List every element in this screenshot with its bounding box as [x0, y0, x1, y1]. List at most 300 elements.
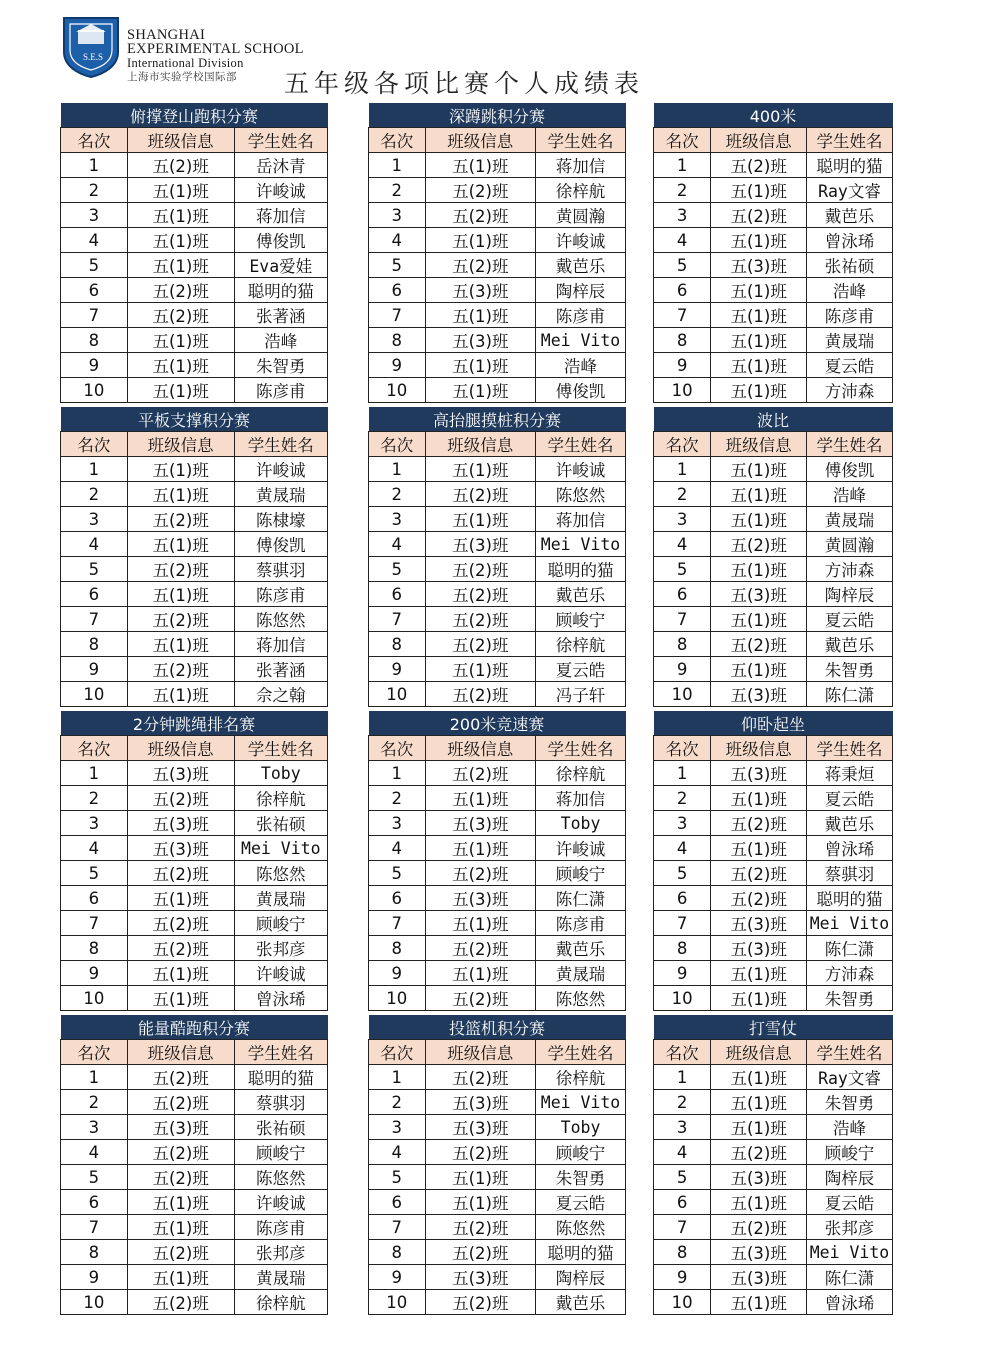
- rank-cell: 1: [654, 761, 711, 786]
- rank-cell: 9: [369, 657, 426, 682]
- student-name-cell: 戴芭乐: [536, 253, 626, 278]
- column-header-class: 班级信息: [425, 736, 536, 761]
- class-cell: 五(1)班: [127, 482, 234, 507]
- table-row: [369, 786, 626, 811]
- student-name-cell: 傅俊凯: [234, 228, 327, 253]
- table-row: [654, 532, 893, 557]
- student-name-cell: 许峻诚: [234, 961, 327, 986]
- rank-cell: 6: [61, 886, 128, 911]
- table-row: [369, 607, 626, 632]
- class-cell: 五(1)班: [425, 786, 536, 811]
- student-name-cell: 朱智勇: [234, 353, 327, 378]
- column-header-name: 学生姓名: [536, 1040, 626, 1065]
- student-name-cell: 冯子轩: [536, 682, 626, 707]
- table-row: [654, 811, 893, 836]
- rank-cell: 10: [369, 1290, 426, 1315]
- student-name-cell: 戴芭乐: [806, 632, 892, 657]
- rank-cell: 9: [61, 1265, 128, 1290]
- table-row: [369, 761, 626, 786]
- student-name-cell: 戴芭乐: [806, 811, 892, 836]
- class-cell: 五(1)班: [711, 178, 807, 203]
- column-header-name: 学生姓名: [806, 736, 892, 761]
- rank-cell: 10: [61, 1290, 128, 1315]
- student-name-cell: 陈仁潇: [806, 936, 892, 961]
- table-row: [61, 457, 328, 482]
- class-cell: 五(3)班: [425, 328, 536, 353]
- results-table: [60, 1015, 328, 1315]
- class-cell: 五(1)班: [127, 1215, 234, 1240]
- class-cell: 五(3)班: [127, 836, 234, 861]
- rank-cell: 10: [654, 682, 711, 707]
- class-cell: 五(1)班: [127, 1265, 234, 1290]
- rank-cell: 3: [61, 203, 128, 228]
- student-name-cell: 许峻诚: [234, 1190, 327, 1215]
- rank-cell: 5: [61, 1165, 128, 1190]
- rank-cell: 8: [654, 632, 711, 657]
- column-header-name: 学生姓名: [234, 432, 327, 457]
- rank-cell: 8: [61, 1240, 128, 1265]
- class-cell: 五(2)班: [425, 1215, 536, 1240]
- table-row: [61, 607, 328, 632]
- rank-cell: 8: [654, 936, 711, 961]
- rank-cell: 6: [369, 1190, 426, 1215]
- class-cell: 五(3)班: [425, 811, 536, 836]
- student-name-cell: Mei Vito: [806, 1240, 892, 1265]
- student-name-cell: 夏云皓: [536, 657, 626, 682]
- student-name-cell: 徐梓航: [536, 761, 626, 786]
- class-cell: 五(2)班: [425, 682, 536, 707]
- table-row: [61, 353, 328, 378]
- class-cell: 五(2)班: [127, 1240, 234, 1265]
- rank-cell: 4: [61, 836, 128, 861]
- class-cell: 五(1)班: [711, 457, 807, 482]
- table-row: [61, 1140, 328, 1165]
- table-row: [369, 961, 626, 986]
- logo-text: S.E.S: [83, 52, 104, 62]
- student-name-cell: Mei Vito: [536, 328, 626, 353]
- school-name: [127, 28, 304, 84]
- table-header-row: [369, 736, 626, 761]
- student-name-cell: 许峻诚: [234, 457, 327, 482]
- class-cell: 五(3)班: [711, 761, 807, 786]
- student-name-cell: 夏云皓: [536, 1190, 626, 1215]
- table-title: 400米: [654, 103, 893, 128]
- table-row: [654, 278, 893, 303]
- student-name-cell: 浩峰: [806, 1115, 892, 1140]
- table-row: [61, 632, 328, 657]
- class-cell: 五(3)班: [425, 1115, 536, 1140]
- student-name-cell: 方沛森: [806, 557, 892, 582]
- class-cell: 五(2)班: [711, 532, 807, 557]
- student-name-cell: Ray文睿: [806, 1065, 892, 1090]
- class-cell: 五(1)班: [127, 353, 234, 378]
- rank-cell: 4: [61, 532, 128, 557]
- table-row: [654, 353, 893, 378]
- student-name-cell: 张著涵: [234, 657, 327, 682]
- class-cell: 五(2)班: [711, 203, 807, 228]
- class-cell: 五(3)班: [425, 1090, 536, 1115]
- student-name-cell: 陈悠然: [234, 1165, 327, 1190]
- student-name-cell: 张邦彦: [234, 936, 327, 961]
- table-row: [61, 532, 328, 557]
- rank-cell: 3: [369, 811, 426, 836]
- table-row: [61, 507, 328, 532]
- table-row: [654, 1190, 893, 1215]
- class-cell: 五(3)班: [425, 886, 536, 911]
- table-row: [369, 1140, 626, 1165]
- rank-cell: 7: [61, 911, 128, 936]
- student-name-cell: 徐梓航: [536, 1065, 626, 1090]
- rank-cell: 4: [654, 228, 711, 253]
- rank-cell: 9: [654, 1265, 711, 1290]
- student-name-cell: 徐梓航: [234, 1290, 327, 1315]
- class-cell: 五(3)班: [425, 278, 536, 303]
- student-name-cell: Toby: [234, 761, 327, 786]
- table-row: [61, 836, 328, 861]
- class-cell: 五(1)班: [711, 303, 807, 328]
- student-name-cell: 陈彦甫: [234, 582, 327, 607]
- table-row: [654, 378, 893, 403]
- table-row: [654, 961, 893, 986]
- table-row: [61, 811, 328, 836]
- table-header-row: [654, 736, 893, 761]
- table-row: [654, 836, 893, 861]
- rank-cell: 1: [369, 1065, 426, 1090]
- table-header-row: [369, 1040, 626, 1065]
- student-name-cell: 徐梓航: [536, 178, 626, 203]
- table-row: [61, 1115, 328, 1140]
- class-cell: 五(1)班: [127, 961, 234, 986]
- rank-cell: 5: [369, 1165, 426, 1190]
- table-row: [369, 936, 626, 961]
- student-name-cell: 聪明的猫: [536, 1240, 626, 1265]
- rank-cell: 7: [369, 1215, 426, 1240]
- table-title: 深蹲跳积分赛: [369, 103, 626, 128]
- rank-cell: 7: [61, 303, 128, 328]
- rank-cell: 6: [61, 278, 128, 303]
- class-cell: 五(1)班: [127, 1190, 234, 1215]
- results-table: [60, 711, 328, 1011]
- table-header-row: [369, 128, 626, 153]
- student-name-cell: 浩峰: [536, 353, 626, 378]
- student-name-cell: 黄晟瑞: [234, 1265, 327, 1290]
- table-row: [654, 507, 893, 532]
- class-cell: 五(1)班: [711, 1065, 807, 1090]
- student-name-cell: 聪明的猫: [536, 557, 626, 582]
- class-cell: 五(2)班: [425, 1290, 536, 1315]
- table-row: [654, 1165, 893, 1190]
- class-cell: 五(2)班: [127, 1140, 234, 1165]
- class-cell: 五(2)班: [127, 657, 234, 682]
- rank-cell: 9: [654, 657, 711, 682]
- student-name-cell: 蒋加信: [234, 203, 327, 228]
- class-cell: 五(2)班: [127, 507, 234, 532]
- table-row: [654, 936, 893, 961]
- student-name-cell: 蒋秉烜: [806, 761, 892, 786]
- class-cell: 五(1)班: [711, 482, 807, 507]
- rank-cell: 9: [369, 961, 426, 986]
- table-row: [369, 353, 626, 378]
- table-row: [369, 457, 626, 482]
- table-row: [369, 1065, 626, 1090]
- rank-cell: 1: [369, 153, 426, 178]
- rank-cell: 3: [61, 507, 128, 532]
- student-name-cell: 许峻诚: [536, 836, 626, 861]
- table-row: [654, 786, 893, 811]
- results-table: [653, 407, 893, 707]
- rank-cell: 1: [369, 761, 426, 786]
- rank-cell: 7: [654, 1215, 711, 1240]
- class-cell: 五(2)班: [425, 482, 536, 507]
- table-row: [61, 303, 328, 328]
- rank-cell: 10: [61, 378, 128, 403]
- class-cell: 五(3)班: [711, 582, 807, 607]
- table-row: [654, 861, 893, 886]
- class-cell: 五(1)班: [711, 1115, 807, 1140]
- student-name-cell: 朱智勇: [806, 1090, 892, 1115]
- rank-cell: 2: [61, 482, 128, 507]
- class-cell: 五(2)班: [711, 811, 807, 836]
- class-cell: 五(2)班: [711, 1140, 807, 1165]
- rank-cell: 8: [61, 936, 128, 961]
- student-name-cell: 夏云皓: [806, 1190, 892, 1215]
- student-name-cell: 顾峻宁: [536, 1140, 626, 1165]
- table-row: [61, 1190, 328, 1215]
- rank-cell: 4: [61, 228, 128, 253]
- table-row: [61, 1290, 328, 1315]
- rank-cell: 8: [369, 328, 426, 353]
- column-header-name: 学生姓名: [806, 1040, 892, 1065]
- student-name-cell: 陈彦甫: [536, 303, 626, 328]
- class-cell: 五(3)班: [127, 811, 234, 836]
- student-name-cell: 夏云皓: [806, 786, 892, 811]
- class-cell: 五(2)班: [425, 1240, 536, 1265]
- student-name-cell: 黄圆瀚: [536, 203, 626, 228]
- class-cell: 五(1)班: [425, 1165, 536, 1190]
- rank-cell: 5: [654, 557, 711, 582]
- class-cell: 五(1)班: [711, 986, 807, 1011]
- class-cell: 五(3)班: [425, 1265, 536, 1290]
- class-cell: 五(2)班: [711, 153, 807, 178]
- rank-cell: 3: [654, 507, 711, 532]
- rank-cell: 8: [369, 632, 426, 657]
- table-header-row: [61, 736, 328, 761]
- table-row: [61, 278, 328, 303]
- results-table: [368, 1015, 626, 1315]
- table-row: [654, 582, 893, 607]
- class-cell: 五(1)班: [425, 657, 536, 682]
- rank-cell: 2: [369, 482, 426, 507]
- table-row: [61, 378, 328, 403]
- student-name-cell: 陈悠然: [536, 1215, 626, 1240]
- table-row: [654, 253, 893, 278]
- table-title: 2分钟跳绳排名赛: [61, 711, 328, 736]
- student-name-cell: 张邦彦: [806, 1215, 892, 1240]
- rank-cell: 10: [654, 986, 711, 1011]
- class-cell: 五(2)班: [425, 761, 536, 786]
- class-cell: 五(1)班: [425, 961, 536, 986]
- class-cell: 五(2)班: [425, 178, 536, 203]
- class-cell: 五(2)班: [425, 632, 536, 657]
- table-row: [369, 1090, 626, 1115]
- student-name-cell: 张祐硕: [234, 811, 327, 836]
- column-header-rank: 名次: [61, 128, 128, 153]
- rank-cell: 4: [654, 532, 711, 557]
- class-cell: 五(1)班: [425, 153, 536, 178]
- rank-cell: 8: [654, 328, 711, 353]
- table-row: [369, 682, 626, 707]
- rank-cell: 3: [654, 203, 711, 228]
- table-row: [61, 1165, 328, 1190]
- class-cell: 五(2)班: [127, 278, 234, 303]
- class-cell: 五(2)班: [127, 607, 234, 632]
- table-header-row: [369, 432, 626, 457]
- table-row: [61, 178, 328, 203]
- rank-cell: 6: [369, 278, 426, 303]
- student-name-cell: 浩峰: [806, 482, 892, 507]
- table-row: [369, 228, 626, 253]
- table-row: [654, 1215, 893, 1240]
- rank-cell: 3: [654, 811, 711, 836]
- page-header: [0, 0, 982, 100]
- class-cell: 五(2)班: [425, 1065, 536, 1090]
- student-name-cell: 聪明的猫: [234, 1065, 327, 1090]
- class-cell: 五(1)班: [127, 986, 234, 1011]
- table-row: [654, 178, 893, 203]
- table-row: [369, 1240, 626, 1265]
- rank-cell: 9: [654, 961, 711, 986]
- table-row: [369, 178, 626, 203]
- table-row: [369, 303, 626, 328]
- rank-cell: 10: [654, 1290, 711, 1315]
- rank-cell: 2: [654, 178, 711, 203]
- column-header-class: 班级信息: [711, 1040, 807, 1065]
- rank-cell: 2: [61, 1090, 128, 1115]
- rank-cell: 9: [654, 353, 711, 378]
- class-cell: 五(2)班: [127, 557, 234, 582]
- table-header-row: [61, 128, 328, 153]
- student-name-cell: 张祐硕: [234, 1115, 327, 1140]
- rank-cell: 10: [369, 986, 426, 1011]
- table-row: [654, 1265, 893, 1290]
- table-row: [61, 961, 328, 986]
- student-name-cell: 聪明的猫: [806, 153, 892, 178]
- class-cell: 五(2)班: [425, 253, 536, 278]
- class-cell: 五(2)班: [127, 1165, 234, 1190]
- class-cell: 五(1)班: [425, 378, 536, 403]
- table-title: 高抬腿摸桩积分赛: [369, 407, 626, 432]
- column-header-name: 学生姓名: [234, 736, 327, 761]
- rank-cell: 1: [654, 153, 711, 178]
- column-header-class: 班级信息: [127, 432, 234, 457]
- table-row: [61, 557, 328, 582]
- student-name-cell: 夏云皓: [806, 353, 892, 378]
- class-cell: 五(1)班: [425, 457, 536, 482]
- rank-cell: 9: [369, 353, 426, 378]
- rank-cell: 3: [369, 1115, 426, 1140]
- class-cell: 五(2)班: [425, 582, 536, 607]
- student-name-cell: 陈彦甫: [536, 911, 626, 936]
- table-row: [61, 986, 328, 1011]
- column-header-class: 班级信息: [711, 128, 807, 153]
- class-cell: 五(2)班: [127, 786, 234, 811]
- column-header-rank: 名次: [654, 128, 711, 153]
- rank-cell: 9: [369, 1265, 426, 1290]
- rank-cell: 10: [654, 378, 711, 403]
- table-row: [654, 153, 893, 178]
- column-header-name: 学生姓名: [234, 128, 327, 153]
- class-cell: 五(2)班: [425, 203, 536, 228]
- table-row: [654, 1115, 893, 1140]
- rank-cell: 5: [61, 253, 128, 278]
- rank-cell: 7: [654, 303, 711, 328]
- table-title: 仰卧起坐: [654, 711, 893, 736]
- rank-cell: 4: [369, 836, 426, 861]
- class-cell: 五(1)班: [127, 203, 234, 228]
- rank-cell: 5: [654, 1165, 711, 1190]
- student-name-cell: 岳沐青: [234, 153, 327, 178]
- class-cell: 五(1)班: [425, 1190, 536, 1215]
- class-cell: 五(3)班: [127, 1115, 234, 1140]
- school-logo-icon: [62, 14, 120, 78]
- rank-cell: 10: [369, 378, 426, 403]
- student-name-cell: 陈仁潇: [536, 886, 626, 911]
- rank-cell: 10: [61, 986, 128, 1011]
- table-row: [654, 203, 893, 228]
- column-header-name: 学生姓名: [536, 736, 626, 761]
- table-row: [654, 1090, 893, 1115]
- column-header-name: 学生姓名: [536, 432, 626, 457]
- table-row: [369, 253, 626, 278]
- table-row: [654, 557, 893, 582]
- student-name-cell: 徐梓航: [234, 786, 327, 811]
- student-name-cell: 陈悠然: [536, 482, 626, 507]
- student-name-cell: Eva爱娃: [234, 253, 327, 278]
- table-row: [369, 507, 626, 532]
- table-row: [61, 1215, 328, 1240]
- class-cell: 五(1)班: [711, 328, 807, 353]
- table-row: [654, 303, 893, 328]
- rank-cell: 1: [61, 457, 128, 482]
- student-name-cell: 顾峻宁: [806, 1140, 892, 1165]
- table-row: [369, 1290, 626, 1315]
- class-cell: 五(2)班: [425, 607, 536, 632]
- rank-cell: 10: [369, 682, 426, 707]
- class-cell: 五(1)班: [127, 457, 234, 482]
- table-row: [61, 657, 328, 682]
- rank-cell: 6: [369, 582, 426, 607]
- rank-cell: 7: [61, 1215, 128, 1240]
- table-title: 能量酷跑积分赛: [61, 1015, 328, 1040]
- table-row: [61, 482, 328, 507]
- table-row: [61, 1240, 328, 1265]
- class-cell: 五(1)班: [711, 1290, 807, 1315]
- student-name-cell: 戴芭乐: [536, 936, 626, 961]
- student-name-cell: 蒋加信: [536, 786, 626, 811]
- table-row: [61, 886, 328, 911]
- rank-cell: 3: [654, 1115, 711, 1140]
- table-row: [369, 811, 626, 836]
- table-row: [369, 532, 626, 557]
- class-cell: 五(1)班: [127, 228, 234, 253]
- rank-cell: 3: [369, 203, 426, 228]
- class-cell: 五(2)班: [711, 886, 807, 911]
- student-name-cell: 傅俊凯: [536, 378, 626, 403]
- column-header-rank: 名次: [369, 432, 426, 457]
- student-name-cell: 佘之翰: [234, 682, 327, 707]
- rank-cell: 6: [654, 582, 711, 607]
- class-cell: 五(1)班: [127, 632, 234, 657]
